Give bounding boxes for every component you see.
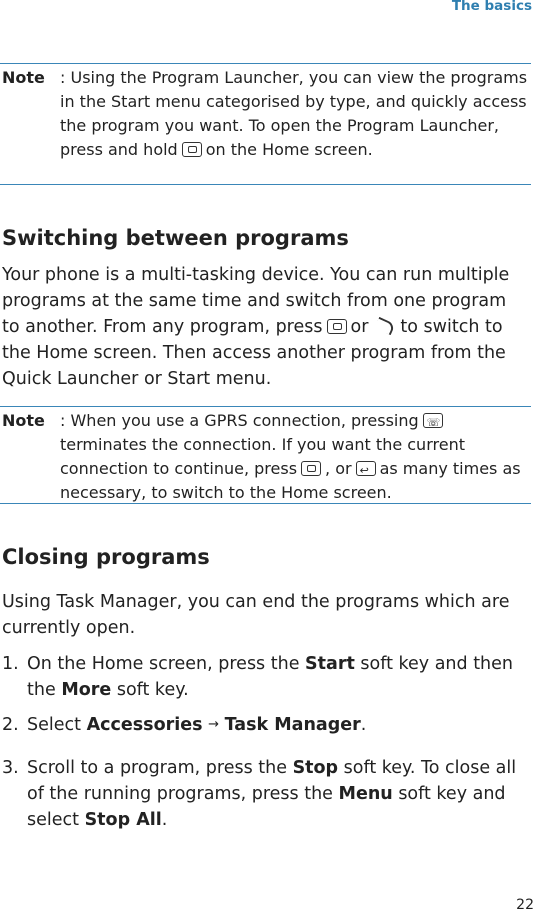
step-text: . [161, 810, 168, 830]
note-label: Note [2, 68, 45, 87]
home-key-icon [327, 319, 347, 334]
section-title-closing: Closing programs [2, 545, 210, 569]
step-text: soft key and then the [27, 654, 514, 700]
switching-text-or: or [350, 317, 369, 337]
switching-paragraph [2, 262, 528, 392]
step-text: . [360, 715, 367, 735]
note-text-a: : When you use a GPRS connection, pressing [60, 411, 419, 430]
step-item [0, 651, 528, 703]
step-number: 3. [2, 758, 19, 778]
step-text: soft key. To close all of the running programs, press the [27, 758, 517, 804]
page-number: 22 [516, 897, 534, 913]
note-text [60, 66, 531, 162]
note-text-c: as many times as necessary, to switch to the Home screen. [60, 459, 521, 502]
note-gprs [0, 406, 531, 504]
step-text: soft key and select [27, 784, 506, 830]
step-bold: Task Manager [224, 715, 361, 735]
step-bold: Stop [292, 758, 339, 778]
step-text: Select [27, 715, 81, 735]
note-text-b: terminates the connection. If you want the current connection to continue, press [60, 435, 465, 478]
home-key-icon [301, 461, 321, 476]
note-label: Note [2, 411, 45, 430]
end-key-icon [372, 318, 396, 334]
step-text: soft key. [116, 680, 189, 700]
note-text-a: : Using the Program Launcher, you can view the programs in the Start menu categorised by type, and quickly access the program you want. To open the Program Launcher, press and hold [60, 68, 528, 159]
back-key-icon [356, 461, 376, 476]
note-text-or: , or [325, 459, 352, 478]
step-text: Scroll to a program, press the [27, 758, 287, 778]
closing-intro: Using Task Manager, you can end the programs which are currently open. [2, 592, 510, 638]
step-number: 2. [2, 715, 19, 735]
section-header: The basics [451, 0, 532, 14]
step-number: 1. [2, 654, 19, 674]
step-item [0, 712, 528, 738]
switching-text-b: to switch to the Home screen. Then access another program from the Quick Launcher or Start menu. [2, 317, 506, 389]
arrow-right-icon: → [208, 717, 219, 732]
step-bold: Stop All [84, 810, 162, 830]
step-bold: Accessories [86, 715, 203, 735]
step-bold: More [61, 680, 112, 700]
step-bold: Menu [338, 784, 393, 804]
step-item [0, 755, 528, 833]
step-text: On the Home screen, press the [27, 654, 300, 674]
switching-text-a: Your phone is a multi-tasking device. You can run multiple programs at the same time and switch from one program to another. From any program, press [2, 265, 510, 337]
step-bold: Start [305, 654, 355, 674]
section-title-switching: Switching between programs [2, 226, 349, 250]
note-text-b: on the Home screen. [205, 140, 373, 159]
end-key-icon [423, 413, 443, 428]
note-program-launcher [0, 63, 531, 185]
home-key-icon [182, 142, 202, 157]
note-text [60, 409, 531, 505]
